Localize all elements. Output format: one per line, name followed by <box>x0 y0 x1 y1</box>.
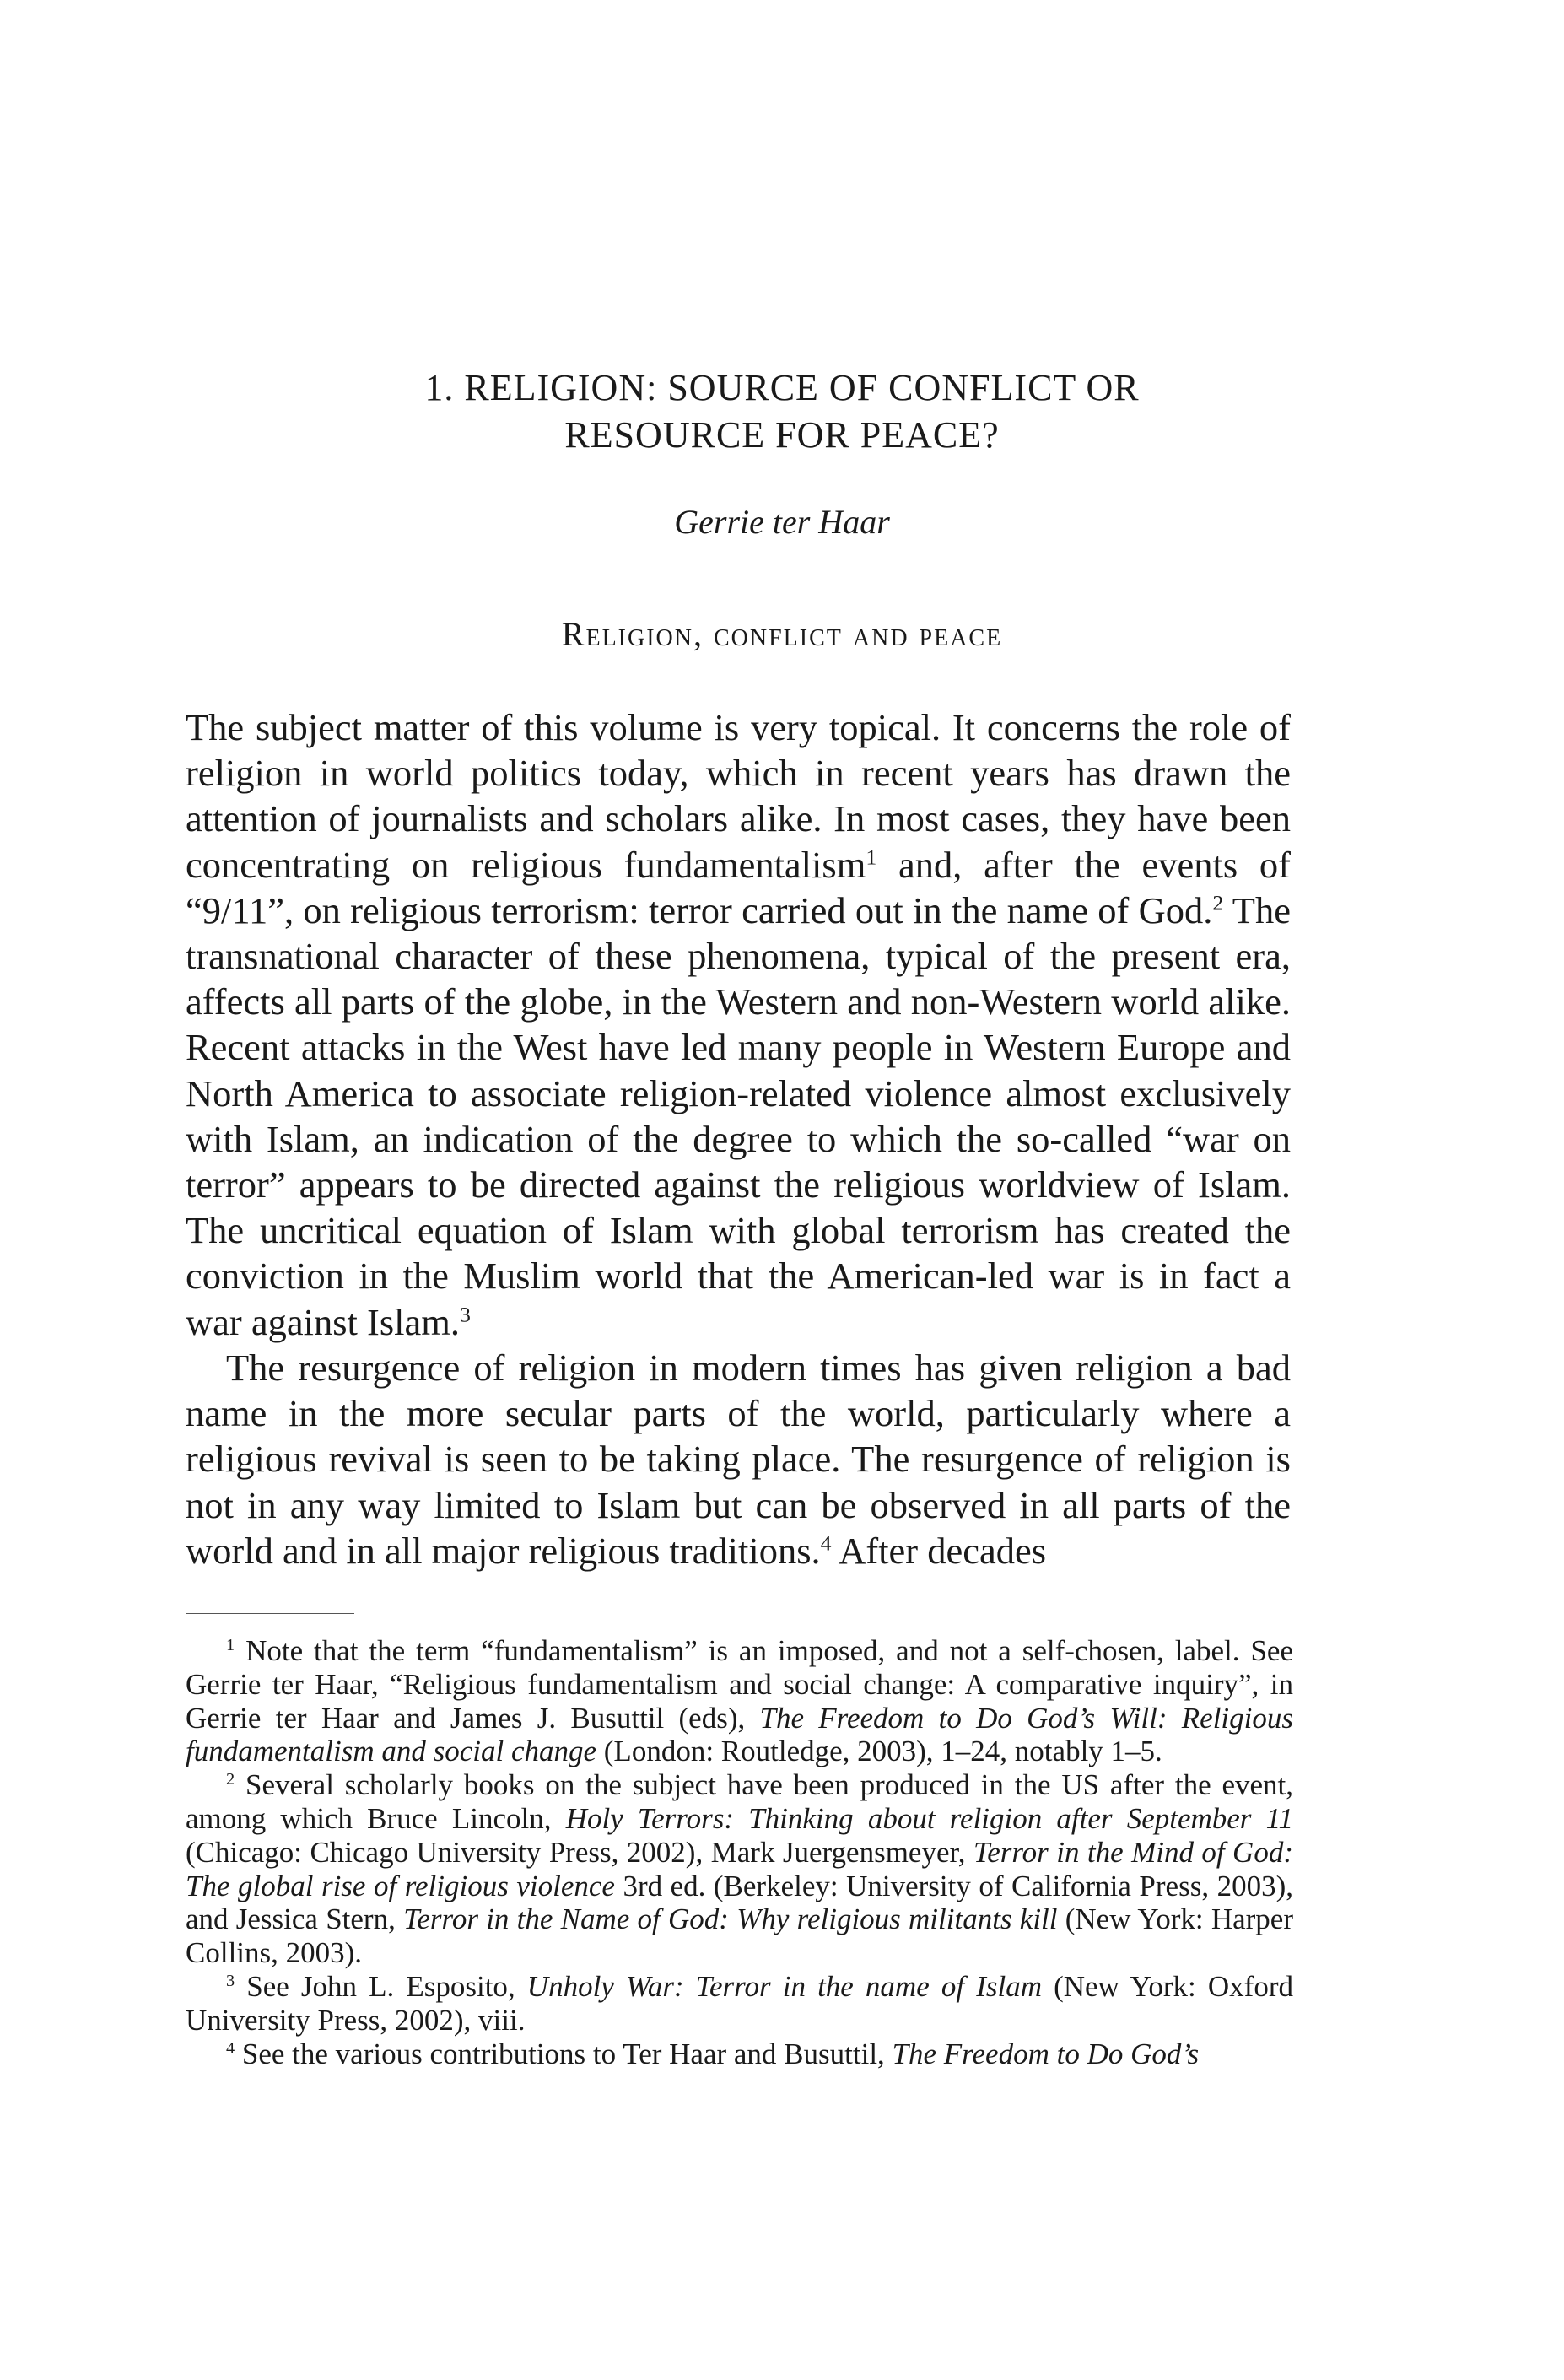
footnote-text: (New York: Oxford University Press, 2002), viii. <box>186 1969 1293 2037</box>
footnote-ref-4: 4 <box>820 1530 832 1556</box>
p1-text-3: The transnational character of these phenomena, typical of the present era, affects all parts of the globe, in the Western and non-Western world alike. Recent attacks in the West have led many people in Western Europe and North America to associate religion-related violence almost exclusively with Islam, an indication of the degree to which the so-called “war on terror” appears to be directed against the religious worldview of Islam. The uncritical equation of Islam with global terrorism has created the conviction in the Muslim world that the American-led war is in fact a war against Islam. <box>186 888 1291 1343</box>
p1-text-1: The subject matter of this volume is very topical. It concerns the role of religion in world politics today, which in recent years has drawn the attention of journalists and scholars alike. In most cases, they have been concentrating on religious fundamentalism <box>186 706 1291 886</box>
footnote-text: (Chicago: Chicago University Press, 2002), Mark Juergensmeyer, <box>186 1835 973 1869</box>
chapter-title-line-2: RESOURCE FOR PEACE? <box>564 414 1000 456</box>
footnote-number: 1 <box>226 1635 235 1654</box>
footnote-text: Note that the term “fundamentalism” is an imposed, and not a self-chosen, label. See Gerrie ter Haar, “Religious fundamentalism and social change: A comparative inquiry”, in Gerrie ter Haar and James J. Busuttil (eds), <box>186 1634 1293 1735</box>
footnote-text: See the various contributions to Ter Haar and Busuttil, <box>235 2037 893 2070</box>
footnote-2 <box>186 1768 1293 1970</box>
footnote-title: Terror in the Name of God: Why religious militants kill <box>403 1902 1058 1936</box>
footnote-text: Several scholarly books on the subject have been produced in the US after the event, among which Bruce Lincoln, <box>186 1768 1293 1835</box>
footnote-title: Holy Terrors: Thinking about religion after September 11 <box>565 1801 1294 1835</box>
section-heading: Religion, conflict and peace <box>561 615 1003 653</box>
footnote-title: Unholy War: Terror in the name of Islam <box>526 1969 1042 2003</box>
footnote-number: 4 <box>226 2038 235 2058</box>
chapter-title-line-1: 1. RELIGION: SOURCE OF CONFLICT OR <box>424 367 1140 408</box>
footnote-text: (New York: Harper Collins, 2003). <box>186 1902 1293 1970</box>
chapter-author: Gerrie ter Haar <box>674 503 890 541</box>
footnote-ref-2: 2 <box>1212 890 1224 915</box>
footnote-text: See John L. Esposito, <box>235 1969 527 2003</box>
footnote-number: 2 <box>226 1770 235 1789</box>
p1-text-2: and, after the events of “9/11”, on religious terrorism: terror carried out in the name of God. <box>186 843 1292 931</box>
footnote-ref-1: 1 <box>866 845 877 870</box>
p2-text-1: The resurgence of religion in modern times has given religion a bad name in the more secular parts of the world, particularly where a religious revival is seen to be taking place. The resurgence of religion is not in any way limited to Islam but can be observed in all parts of the world and in all major religious traditions. <box>186 1347 1291 1572</box>
footnote-title: The Freedom to Do God’s Will: Religious fundamentalism and social change <box>186 1701 1293 1768</box>
p2-text-2: After decades <box>831 1529 1047 1572</box>
footnotes <box>186 1634 1293 2070</box>
footnote-1 <box>186 1634 1293 1768</box>
body-paragraph-2 <box>186 1345 1291 1573</box>
footnote-4 <box>186 2037 1293 2071</box>
footnote-3 <box>186 1970 1293 2037</box>
footnote-title: Terror in the Mind of God: The global rise of religious violence <box>186 1835 1293 1902</box>
body-paragraph-1 <box>186 704 1291 1345</box>
footnote-ref-3: 3 <box>460 1302 471 1327</box>
footnote-text: 3rd ed. (Berkeley: University of California Press, 2003), and Jessica Stern, <box>186 1869 1293 1936</box>
footnote-text: (London: Routledge, 2003), 1–24, notably 1–5. <box>596 1735 1162 1768</box>
footnote-number: 3 <box>226 1971 235 1990</box>
footnote-separator <box>186 1613 354 1614</box>
footnote-title: The Freedom to Do God’s <box>892 2037 1200 2070</box>
